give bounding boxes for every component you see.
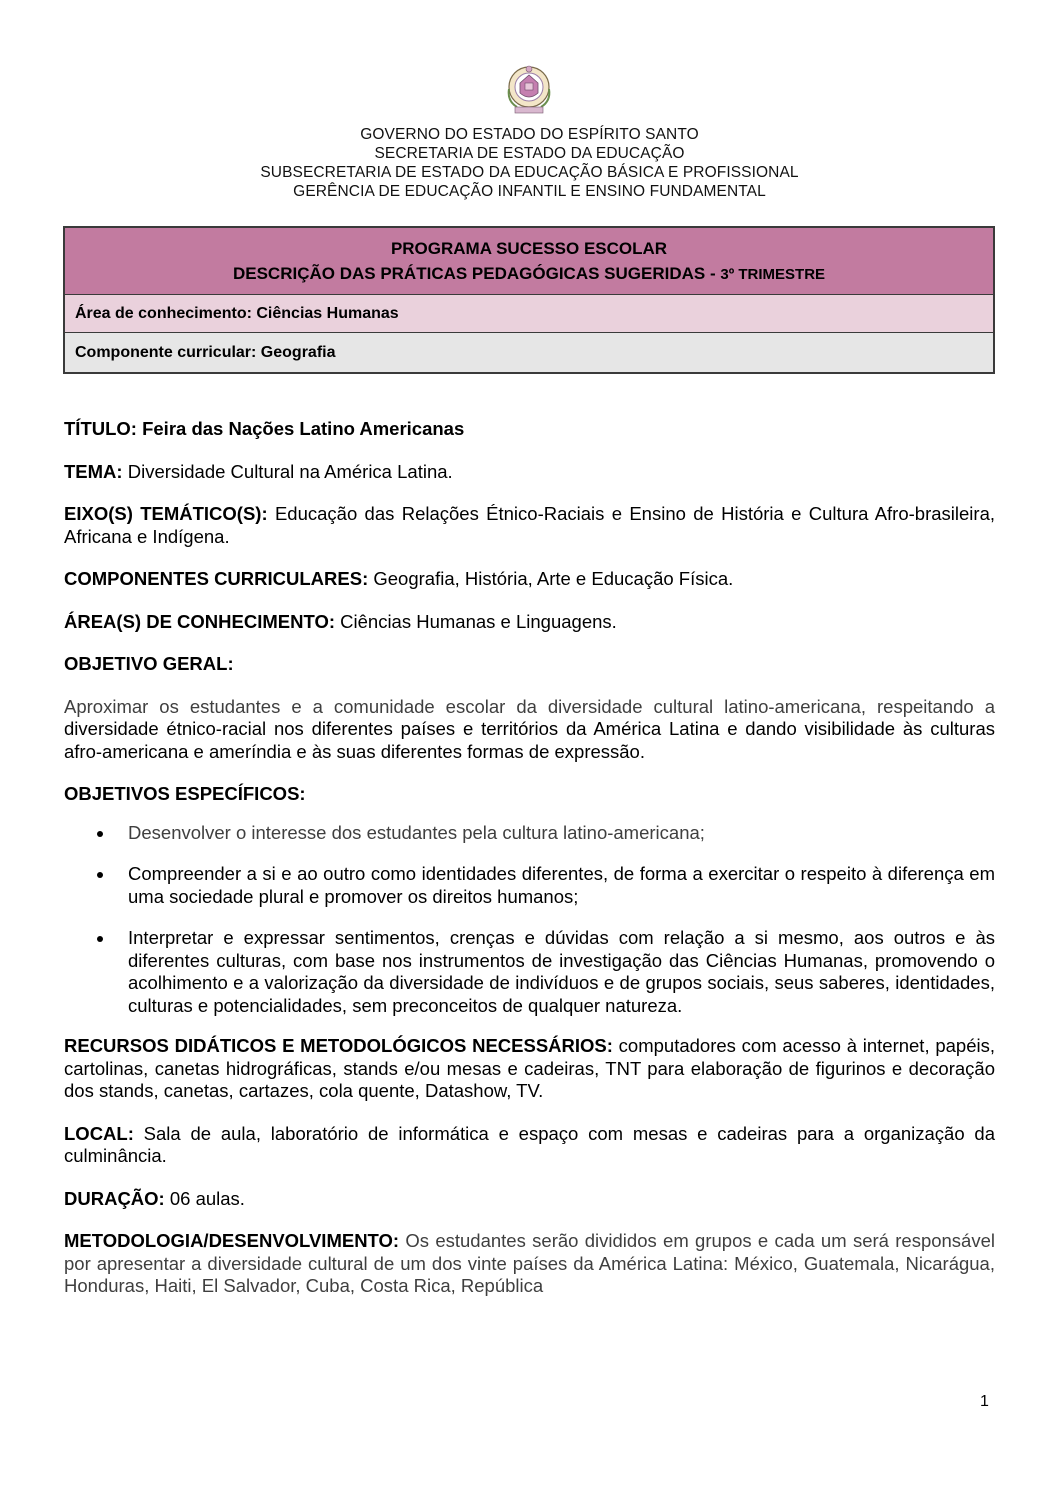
duracao-value: 06 aulas. (169, 1187, 245, 1209)
areas-value: Ciências Humanas e Linguagens. (340, 610, 617, 632)
titulo-paragraph (64, 418, 995, 441)
government-header (0, 125, 1059, 201)
componentes-value: Geografia, História, Arte e Educação Física. (373, 568, 734, 589)
objetivo-geral-text (64, 696, 995, 764)
list-item (64, 927, 995, 1017)
list-item-text: Compreender a si e ao outro como identidades diferentes, de forma a exercitar o respeito à diferença em uma sociedade plural e promover os direitos humanos; (128, 863, 995, 907)
program-title: PROGRAMA SUCESSO ESCOLAR (390, 239, 668, 258)
objetivo-geral-heading (64, 653, 995, 676)
list-item (64, 863, 995, 908)
program-subtitle: DESCRIÇÃO DAS PRÁTICAS PEDAGÓGICAS SUGERIDAS - (232, 264, 716, 283)
areas-label: ÁREA(S) DE CONHECIMENTO: (64, 610, 335, 632)
list-item-text: Desenvolver o interesse dos estudantes pela cultura latino-americana; (128, 821, 705, 843)
program-title-band (65, 228, 993, 295)
tema-value: Diversidade Cultural na América Latina. (127, 460, 453, 482)
bullet-icon (97, 831, 103, 837)
program-table (63, 226, 995, 374)
local-label: LOCAL: (64, 1122, 134, 1144)
program-trimester: 3º TRIMESTRE (720, 266, 826, 283)
metodologia-paragraph (64, 1230, 995, 1298)
duracao-label: DURAÇÃO: (64, 1187, 165, 1209)
document-body (64, 418, 995, 1298)
local-paragraph (64, 1123, 995, 1168)
program-subtitle-line (65, 261, 993, 287)
page-number: 1 (980, 1393, 989, 1410)
bullet-icon (97, 872, 103, 878)
eixo-label: EIXO(S) TEMÁTICO(S): (64, 503, 268, 524)
componentes-label: COMPONENTES CURRICULARES: (64, 568, 369, 589)
titulo-value: Feira das Nações Latino Americanas (142, 418, 465, 439)
eixo-value: Educação das Relações Étnico-Raciais e Ensino de História e Cultura Afro-brasileira, Africana e Indígena. (64, 503, 995, 547)
header-line-subsecretariat: SUBSECRETARIA DE ESTADO DA EDUCAÇÃO BÁSICA E PROFISSIONAL (260, 164, 799, 181)
objetivos-especificos-list (64, 822, 995, 1018)
tema-paragraph (64, 461, 995, 484)
objetivos-especificos-heading (64, 783, 995, 806)
objetivo-geral-label: OBJETIVO GERAL: (64, 653, 234, 674)
objetivo-geral-part2: diversidade étnico-racial nos diferentes países e territórios da América Latina e dando visibilidade às culturas afro-americana e ameríndia e às suas diferentes formas de expressão. (64, 718, 995, 762)
list-item (64, 822, 995, 845)
header-line-secretariat: SECRETARIA DE ESTADO DA EDUCAÇÃO (374, 145, 685, 162)
recursos-label: RECURSOS DIDÁTICOS E METODOLÓGICOS NECESSÁRIOS: (64, 1035, 613, 1056)
recursos-paragraph (64, 1035, 995, 1103)
knowledge-area-row: Área de conhecimento: Ciências Humanas (65, 295, 993, 333)
titulo-label: TÍTULO: (64, 418, 137, 439)
tema-label: TEMA: (64, 460, 123, 482)
areas-paragraph (64, 611, 995, 634)
header-line-management: GERÊNCIA DE EDUCAÇÃO INFANTIL E ENSINO FUNDAMENTAL (293, 183, 766, 200)
header-line-government: GOVERNO DO ESTADO DO ESPÍRITO SANTO (360, 126, 699, 143)
objetivo-geral-part1: Aproximar os estudantes e a comunidade escolar da diversidade cultural latino-americana, respeitando a (64, 695, 995, 717)
componentes-paragraph (64, 568, 995, 591)
curricular-component-row: Componente curricular: Geografia (65, 333, 993, 372)
objetivos-especificos-label: OBJETIVOS ESPECÍFICOS: (64, 783, 306, 804)
duracao-paragraph (64, 1188, 995, 1211)
list-item-text: Interpretar e expressar sentimentos, crenças e dúvidas com relação a si mesmo, aos outros e às diferentes culturas, com base nos instrumentos de investigação das Ciências Humanas, promovendo o acolhimento e a valorização da diversidade de indivíduos e de grupos sociais, seus saberes, identidades, culturas e potencialidades, sem preconceitos de qualquer natureza. (128, 927, 995, 1016)
metodologia-value: Os estudantes serão divididos em grupos e cada um será responsável por apresentar a diversidade cultural de um dos vinte países da América Latina: México, Guatemala, Nicarágua, Honduras, Haiti, El Salvador, Cuba, Costa Rica, República (64, 1230, 995, 1296)
local-value: Sala de aula, laboratório de informática e espaço com mesas e cadeiras para a organização da culminância. (64, 1122, 995, 1166)
metodologia-label: METODOLOGIA/DESENVOLVIMENTO: (64, 1230, 400, 1251)
recursos-value: computadores com acesso à internet, papéis, cartolinas, canetas hidrográficas, stands e/ou mesas e cadeiras, TNT para elaboração de figurinos e decoração dos stands, canetas, cartazes, cola quente, Datashow, TV. (64, 1035, 995, 1101)
state-coat-of-arms-icon (503, 63, 555, 119)
bullet-icon (97, 936, 103, 942)
eixo-paragraph (64, 503, 995, 548)
